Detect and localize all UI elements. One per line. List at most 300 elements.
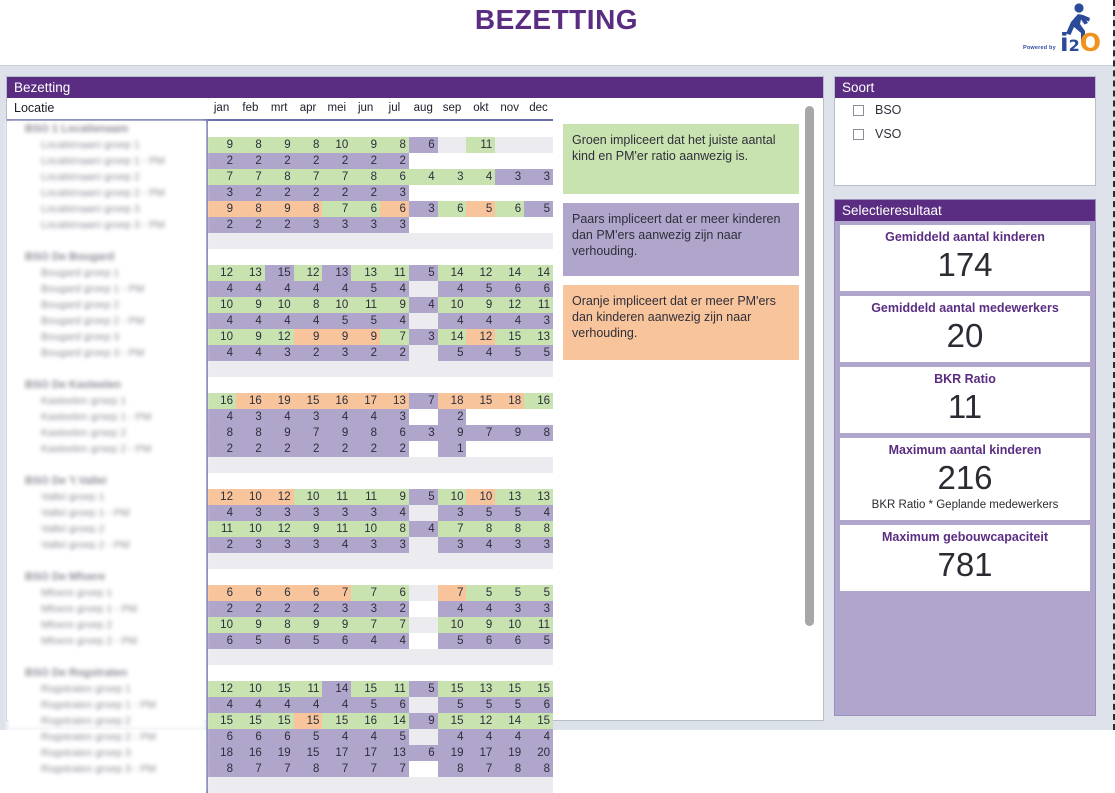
table-cell[interactable]: 15	[294, 393, 323, 409]
table-cell[interactable]: 2	[322, 185, 351, 201]
table-cell[interactable]: 3	[265, 505, 294, 521]
table-cell[interactable]: 13	[380, 393, 409, 409]
table-row[interactable]	[7, 633, 553, 649]
table-cell[interactable]: 6	[466, 633, 495, 649]
row-label[interactable]: Bougard groep 3 - PM	[7, 345, 207, 361]
table-cell[interactable]: 2	[351, 441, 380, 457]
table-cell[interactable]: 2	[294, 345, 323, 361]
row-label[interactable]: Locatienaam groep 1	[7, 137, 207, 153]
occupancy-table-scroll[interactable]	[7, 98, 557, 775]
table-cell[interactable]	[409, 409, 438, 425]
table-cell[interactable]: 5	[495, 585, 524, 601]
table-cell[interactable]: 7	[322, 201, 351, 217]
table-row[interactable]	[7, 297, 553, 313]
table-cell[interactable]: 3	[380, 217, 409, 233]
row-label[interactable]: Bougard groep 1	[7, 265, 207, 281]
table-cell[interactable]: 18	[207, 745, 236, 761]
table-cell[interactable]: 3	[265, 345, 294, 361]
table-cell[interactable]: 7	[380, 617, 409, 633]
table-cell[interactable]: 6	[322, 633, 351, 649]
table-cell[interactable]: 3	[524, 313, 553, 329]
table-cell[interactable]	[495, 185, 524, 201]
table-cell[interactable]: 18	[495, 393, 524, 409]
table-cell[interactable]: 12	[466, 329, 495, 345]
table-cell[interactable]: 5	[524, 201, 553, 217]
table-cell[interactable]: 6	[380, 201, 409, 217]
table-cell[interactable]: 4	[207, 313, 236, 329]
table-cell[interactable]: 19	[265, 393, 294, 409]
table-cell[interactable]: 9	[207, 201, 236, 217]
table-row[interactable]	[7, 265, 553, 281]
table-cell[interactable]: 2	[294, 185, 323, 201]
table-cell[interactable]	[409, 537, 438, 553]
table-cell[interactable]: 10	[438, 617, 467, 633]
group-header-row[interactable]	[7, 120, 553, 137]
table-cell[interactable]: 11	[380, 265, 409, 281]
table-cell[interactable]: 6	[294, 585, 323, 601]
table-cell[interactable]: 1	[438, 441, 467, 457]
table-cell[interactable]: 15	[438, 713, 467, 729]
table-cell[interactable]: 4	[495, 313, 524, 329]
table-cell[interactable]	[524, 441, 553, 457]
table-cell[interactable]: 9	[236, 329, 265, 345]
table-cell[interactable]: 7	[322, 585, 351, 601]
table-cell[interactable]: 9	[438, 425, 467, 441]
table-cell[interactable]	[524, 137, 553, 153]
table-cell[interactable]: 3	[207, 185, 236, 201]
table-cell[interactable]	[409, 153, 438, 169]
table-cell[interactable]: 9	[294, 329, 323, 345]
table-cell[interactable]: 14	[322, 681, 351, 697]
table-cell[interactable]: 8	[236, 201, 265, 217]
row-label[interactable]: Rogstraten groep 3	[7, 745, 207, 761]
table-cell[interactable]: 2	[351, 153, 380, 169]
table-cell[interactable]: 8	[294, 761, 323, 777]
table-cell[interactable]: 7	[351, 761, 380, 777]
table-cell[interactable]: 2	[265, 217, 294, 233]
table-cell[interactable]	[409, 281, 438, 297]
table-cell[interactable]: 3	[380, 185, 409, 201]
group-header-row[interactable]	[7, 473, 553, 489]
row-label[interactable]: Locatienaam groep 1 - PM	[7, 153, 207, 169]
table-cell[interactable]: 4	[409, 297, 438, 313]
table-cell[interactable]: 2	[380, 601, 409, 617]
table-cell[interactable]: 8	[524, 521, 553, 537]
table-cell[interactable]	[438, 217, 467, 233]
table-cell[interactable]: 2	[265, 441, 294, 457]
table-cell[interactable]: 2	[236, 601, 265, 617]
table-cell[interactable]: 6	[495, 281, 524, 297]
table-cell[interactable]: 8	[265, 617, 294, 633]
table-row[interactable]	[7, 521, 553, 537]
table-cell[interactable]: 18	[438, 393, 467, 409]
group-label[interactable]: BSO De Kasteelen	[7, 377, 207, 393]
table-cell[interactable]: 13	[524, 329, 553, 345]
table-cell[interactable]: 9	[207, 137, 236, 153]
table-cell[interactable]: 3	[322, 601, 351, 617]
group-label[interactable]: BSO 1 Locatienaam	[7, 120, 207, 137]
table-cell[interactable]: 3	[351, 217, 380, 233]
table-row[interactable]	[7, 217, 553, 233]
table-cell[interactable]: 5	[322, 313, 351, 329]
checkbox-icon[interactable]	[853, 129, 864, 140]
table-cell[interactable]: 13	[495, 489, 524, 505]
row-label[interactable]: Mfoere groep 1 - PM	[7, 601, 207, 617]
table-cell[interactable]: 6	[265, 729, 294, 745]
table-cell[interactable]: 8	[265, 169, 294, 185]
table-cell[interactable]: 4	[466, 601, 495, 617]
table-cell[interactable]: 15	[466, 393, 495, 409]
table-cell[interactable]	[466, 441, 495, 457]
table-cell[interactable]: 4	[409, 521, 438, 537]
table-cell[interactable]: 3	[351, 601, 380, 617]
table-row[interactable]	[7, 169, 553, 185]
table-cell[interactable]: 3	[236, 537, 265, 553]
table-cell[interactable]: 4	[380, 633, 409, 649]
table-cell[interactable]: 5	[438, 345, 467, 361]
table-cell[interactable]: 16	[524, 393, 553, 409]
table-cell[interactable]: 11	[380, 681, 409, 697]
table-cell[interactable]: 3	[322, 217, 351, 233]
table-cell[interactable]: 6	[438, 201, 467, 217]
table-row[interactable]	[7, 425, 553, 441]
table-cell[interactable]: 4	[236, 313, 265, 329]
table-cell[interactable]	[409, 441, 438, 457]
table-cell[interactable]: 4	[351, 633, 380, 649]
row-label[interactable]: Rogstraten groep 3 - PM	[7, 761, 207, 777]
table-cell[interactable]: 7	[409, 393, 438, 409]
row-label[interactable]: Rogstraten groep 2	[7, 713, 207, 729]
table-cell[interactable]: 11	[294, 681, 323, 697]
table-cell[interactable]: 7	[466, 761, 495, 777]
table-cell[interactable]: 6	[207, 729, 236, 745]
table-row[interactable]	[7, 489, 553, 505]
table-cell[interactable]: 17	[351, 393, 380, 409]
scrollbar-thumb[interactable]	[805, 106, 814, 626]
table-cell[interactable]: 2	[207, 441, 236, 457]
table-cell[interactable]: 2	[207, 153, 236, 169]
table-cell[interactable]: 4	[380, 281, 409, 297]
table-cell[interactable]: 13	[322, 265, 351, 281]
table-cell[interactable]: 14	[438, 265, 467, 281]
table-cell[interactable]: 4	[236, 281, 265, 297]
table-row[interactable]	[7, 537, 553, 553]
table-cell[interactable]: 16	[207, 393, 236, 409]
table-cell[interactable]: 9	[265, 137, 294, 153]
group-header-row[interactable]	[7, 377, 553, 393]
table-cell[interactable]: 10	[236, 681, 265, 697]
table-cell[interactable]: 14	[438, 329, 467, 345]
table-cell[interactable]: 4	[495, 729, 524, 745]
table-cell[interactable]: 2	[351, 185, 380, 201]
table-cell[interactable]: 10	[466, 489, 495, 505]
table-cell[interactable]: 5	[351, 313, 380, 329]
table-cell[interactable]: 6	[409, 745, 438, 761]
table-cell[interactable]: 13	[524, 489, 553, 505]
table-cell[interactable]: 4	[322, 409, 351, 425]
table-cell[interactable]: 6	[236, 585, 265, 601]
table-cell[interactable]: 4	[438, 313, 467, 329]
table-cell[interactable]: 6	[495, 633, 524, 649]
table-cell[interactable]: 5	[524, 633, 553, 649]
table-cell[interactable]: 2	[265, 185, 294, 201]
table-cell[interactable]: 12	[495, 297, 524, 313]
table-cell[interactable]: 7	[380, 329, 409, 345]
table-cell[interactable]: 6	[524, 697, 553, 713]
row-label[interactable]: Kasteelen groep 2 - PM	[7, 441, 207, 457]
table-cell[interactable]: 7	[294, 425, 323, 441]
table-cell[interactable]: 2	[351, 345, 380, 361]
table-cell[interactable]: 12	[265, 521, 294, 537]
table-cell[interactable]: 3	[322, 505, 351, 521]
table-cell[interactable]: 13	[466, 681, 495, 697]
table-cell[interactable]: 11	[524, 617, 553, 633]
table-cell[interactable]: 8	[207, 761, 236, 777]
table-cell[interactable]: 8	[294, 201, 323, 217]
table-row[interactable]	[7, 153, 553, 169]
table-cell[interactable]: 8	[351, 425, 380, 441]
table-cell[interactable]: 11	[351, 297, 380, 313]
table-cell[interactable]: 8	[236, 137, 265, 153]
table-cell[interactable]: 9	[294, 617, 323, 633]
table-cell[interactable]: 13	[236, 265, 265, 281]
table-cell[interactable]: 3	[294, 217, 323, 233]
table-cell[interactable]: 16	[236, 393, 265, 409]
table-row[interactable]	[7, 681, 553, 697]
table-cell[interactable]: 5	[438, 633, 467, 649]
table-cell[interactable]: 3	[524, 601, 553, 617]
table-cell[interactable]: 4	[294, 697, 323, 713]
table-cell[interactable]	[524, 153, 553, 169]
row-label[interactable]: Locatienaam groep 2	[7, 169, 207, 185]
table-cell[interactable]: 15	[495, 681, 524, 697]
table-cell[interactable]: 3	[380, 537, 409, 553]
table-cell[interactable]: 10	[438, 297, 467, 313]
row-label[interactable]: Kasteelen groep 1 - PM	[7, 409, 207, 425]
table-cell[interactable]: 2	[207, 217, 236, 233]
row-label[interactable]: Vallei groep 2 - PM	[7, 537, 207, 553]
table-cell[interactable]	[495, 153, 524, 169]
table-cell[interactable]: 6	[495, 201, 524, 217]
table-cell[interactable]: 2	[380, 345, 409, 361]
table-cell[interactable]: 7	[322, 169, 351, 185]
table-cell[interactable]: 9	[466, 617, 495, 633]
table-cell[interactable]: 7	[351, 585, 380, 601]
table-cell[interactable]: 4	[438, 281, 467, 297]
table-cell[interactable]: 6	[380, 425, 409, 441]
table-cell[interactable]: 5	[524, 585, 553, 601]
table-cell[interactable]: 10	[322, 137, 351, 153]
table-cell[interactable]: 2	[380, 441, 409, 457]
table-cell[interactable]: 9	[236, 617, 265, 633]
table-cell[interactable]: 17	[322, 745, 351, 761]
table-cell[interactable]: 5	[495, 345, 524, 361]
table-cell[interactable]	[524, 409, 553, 425]
table-cell[interactable]: 15	[207, 713, 236, 729]
table-cell[interactable]: 4	[265, 409, 294, 425]
table-row[interactable]	[7, 313, 553, 329]
table-cell[interactable]: 4	[322, 729, 351, 745]
table-cell[interactable]: 12	[466, 713, 495, 729]
table-cell[interactable]	[409, 345, 438, 361]
table-cell[interactable]: 19	[438, 745, 467, 761]
row-label[interactable]: Vallei groep 1 - PM	[7, 505, 207, 521]
row-label[interactable]: Locatienaam groep 3	[7, 201, 207, 217]
table-cell[interactable]: 5	[409, 489, 438, 505]
row-label[interactable]: Vallei groep 1	[7, 489, 207, 505]
table-cell[interactable]: 9	[322, 425, 351, 441]
table-cell[interactable]: 4	[207, 281, 236, 297]
row-label[interactable]: Bougard groep 2	[7, 297, 207, 313]
table-cell[interactable]: 14	[380, 713, 409, 729]
table-cell[interactable]: 5	[409, 265, 438, 281]
table-cell[interactable]: 4	[524, 729, 553, 745]
table-cell[interactable]: 13	[351, 265, 380, 281]
table-cell[interactable]: 9	[265, 201, 294, 217]
soort-option-bso[interactable]	[835, 98, 1095, 122]
table-cell[interactable]: 9	[294, 521, 323, 537]
table-cell[interactable]: 5	[466, 281, 495, 297]
table-cell[interactable]: 3	[524, 537, 553, 553]
table-cell[interactable]: 2	[236, 441, 265, 457]
table-cell[interactable]: 4	[236, 345, 265, 361]
table-cell[interactable]: 15	[524, 681, 553, 697]
table-cell[interactable]: 2	[207, 537, 236, 553]
table-cell[interactable]: 10	[322, 297, 351, 313]
table-cell[interactable]	[495, 441, 524, 457]
table-cell[interactable]: 4	[294, 281, 323, 297]
table-cell[interactable]: 8	[524, 761, 553, 777]
table-cell[interactable]	[409, 617, 438, 633]
table-cell[interactable]: 14	[524, 265, 553, 281]
table-cell[interactable]: 7	[265, 761, 294, 777]
table-cell[interactable]: 15	[495, 329, 524, 345]
table-row[interactable]	[7, 729, 553, 745]
table-cell[interactable]	[466, 185, 495, 201]
table-cell[interactable]: 4	[409, 169, 438, 185]
table-cell[interactable]	[409, 217, 438, 233]
table-row[interactable]	[7, 761, 553, 777]
table-cell[interactable]: 6	[380, 169, 409, 185]
table-row[interactable]	[7, 281, 553, 297]
table-cell[interactable]: 5	[409, 681, 438, 697]
table-cell[interactable]: 4	[322, 281, 351, 297]
table-cell[interactable]: 4	[380, 505, 409, 521]
table-cell[interactable]	[524, 217, 553, 233]
table-cell[interactable]: 2	[322, 153, 351, 169]
table-cell[interactable]: 7	[322, 761, 351, 777]
table-cell[interactable]: 2	[294, 441, 323, 457]
table-cell[interactable]	[438, 137, 467, 153]
group-header-row[interactable]	[7, 249, 553, 265]
table-cell[interactable]: 4	[207, 505, 236, 521]
table-cell[interactable]: 6	[380, 697, 409, 713]
table-cell[interactable]: 4	[207, 409, 236, 425]
row-label[interactable]: Rogstraten groep 2 - PM	[7, 729, 207, 745]
table-cell[interactable]: 10	[438, 489, 467, 505]
table-cell[interactable]: 11	[322, 489, 351, 505]
table-cell[interactable]	[409, 505, 438, 521]
table-cell[interactable]	[495, 409, 524, 425]
table-cell[interactable]: 4	[380, 313, 409, 329]
table-cell[interactable]: 4	[524, 505, 553, 521]
table-cell[interactable]: 7	[438, 521, 467, 537]
table-cell[interactable]: 15	[438, 681, 467, 697]
table-cell[interactable]: 13	[380, 745, 409, 761]
table-cell[interactable]	[409, 585, 438, 601]
table-row[interactable]	[7, 345, 553, 361]
table-cell[interactable]: 8	[207, 425, 236, 441]
table-cell[interactable]: 2	[294, 601, 323, 617]
row-label[interactable]: Bougard groep 1 - PM	[7, 281, 207, 297]
table-cell[interactable]: 3	[236, 409, 265, 425]
table-cell[interactable]: 6	[207, 585, 236, 601]
table-cell[interactable]: 9	[409, 713, 438, 729]
table-cell[interactable]: 15	[265, 713, 294, 729]
table-cell[interactable]: 15	[236, 713, 265, 729]
table-cell[interactable]: 5	[294, 633, 323, 649]
table-cell[interactable]: 5	[466, 585, 495, 601]
table-cell[interactable]: 7	[294, 169, 323, 185]
table-cell[interactable]: 16	[351, 713, 380, 729]
table-cell[interactable]: 3	[351, 537, 380, 553]
table-cell[interactable]: 4	[466, 169, 495, 185]
table-cell[interactable]: 10	[236, 521, 265, 537]
table-cell[interactable]: 6	[265, 585, 294, 601]
table-cell[interactable]: 9	[380, 489, 409, 505]
table-cell[interactable]: 4	[265, 697, 294, 713]
vertical-scrollbar[interactable]	[804, 100, 815, 718]
table-cell[interactable]	[409, 697, 438, 713]
table-cell[interactable]: 4	[466, 313, 495, 329]
table-cell[interactable]: 2	[207, 601, 236, 617]
row-label[interactable]: Rogstraten groep 1	[7, 681, 207, 697]
table-cell[interactable]: 4	[351, 409, 380, 425]
table-cell[interactable]: 9	[351, 137, 380, 153]
table-cell[interactable]: 2	[236, 185, 265, 201]
table-cell[interactable]	[409, 729, 438, 745]
table-cell[interactable]	[466, 153, 495, 169]
table-cell[interactable]: 2	[236, 153, 265, 169]
table-cell[interactable]: 3	[265, 537, 294, 553]
table-cell[interactable]	[466, 217, 495, 233]
table-cell[interactable]: 7	[236, 169, 265, 185]
table-cell[interactable]: 15	[265, 265, 294, 281]
table-cell[interactable]: 8	[294, 137, 323, 153]
table-cell[interactable]: 3	[438, 505, 467, 521]
table-cell[interactable]: 15	[294, 745, 323, 761]
table-cell[interactable]: 7	[466, 425, 495, 441]
table-cell[interactable]	[495, 137, 524, 153]
table-cell[interactable]: 2	[294, 153, 323, 169]
table-cell[interactable]: 7	[207, 169, 236, 185]
table-cell[interactable]: 5	[466, 697, 495, 713]
table-cell[interactable]: 14	[495, 713, 524, 729]
table-cell[interactable]: 4	[351, 729, 380, 745]
table-cell[interactable]: 7	[236, 761, 265, 777]
table-cell[interactable]: 4	[236, 697, 265, 713]
table-row[interactable]	[7, 601, 553, 617]
checkbox-icon[interactable]	[853, 105, 864, 116]
table-cell[interactable]: 2	[265, 153, 294, 169]
table-cell[interactable]: 5	[380, 729, 409, 745]
table-cell[interactable]	[409, 313, 438, 329]
table-cell[interactable]: 4	[438, 729, 467, 745]
table-cell[interactable]: 3	[495, 169, 524, 185]
table-row[interactable]	[7, 713, 553, 729]
table-cell[interactable]: 19	[495, 745, 524, 761]
table-cell[interactable]: 9	[236, 297, 265, 313]
